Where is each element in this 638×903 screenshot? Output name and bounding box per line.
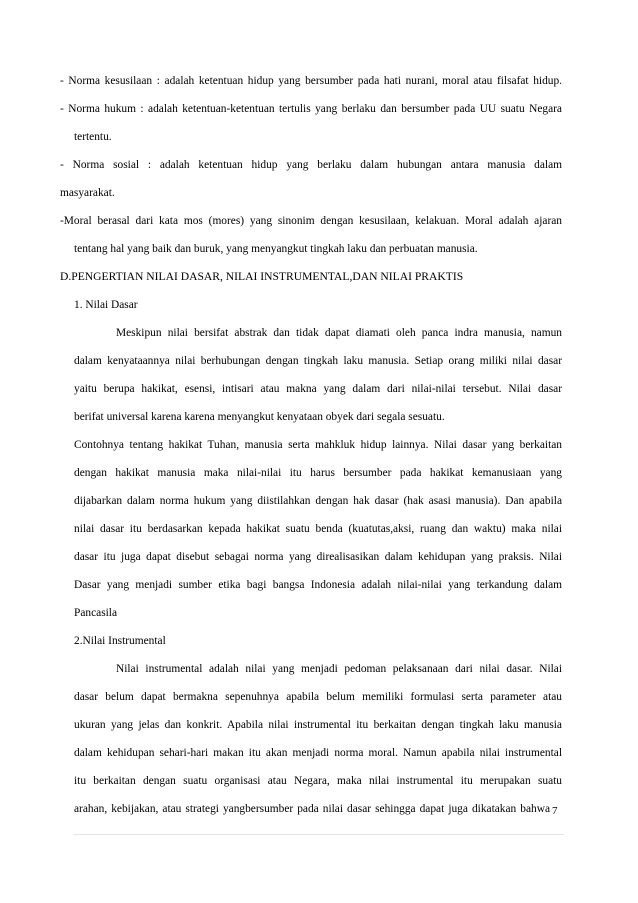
text-line: ukuran yang jelas dan konkrit. Apabila nilai instrumental itu berkaitan dengan tingkah laku manusia bbox=[74, 719, 562, 731]
text-line: tentang hal yang baik dan buruk, yang menyangkut tingkah laku dan perbuatan manusia. bbox=[74, 243, 478, 255]
text-line: dalam kehidupan sehari-hari makan itu akan menjadi norma moral. Namun apabila nilai instrumental bbox=[74, 747, 562, 759]
text-line: dijabarkan dalam norma hukum yang diistilahkan dengan hak dasar (hak asasi manusia). Dan apabila bbox=[74, 495, 562, 507]
text-line: - Norma kesusilaan : adalah ketentuan hidup yang bersumber pada hati nurani, moral atau filsafat hidup. bbox=[60, 75, 562, 87]
subsection-heading: 2.Nilai Instrumental bbox=[74, 635, 166, 647]
text-line: Meskipun nilai bersifat abstrak dan tidak dapat diamati oleh panca indra manusia, namun bbox=[116, 327, 562, 339]
text-line: masyarakat. bbox=[60, 187, 115, 199]
text-line: dasar itu juga dapat disebut sebagai norma yang direalisasikan dalam kehidupan yang praksis. Nilai bbox=[74, 551, 562, 563]
text-line: Nilai instrumental adalah nilai yang menjadi pedoman pelaksanaan dari nilai dasar. Nilai bbox=[116, 663, 562, 675]
text-line: nilai dasar itu berdasarkan kepada hakikat suatu benda (kuatutas,aksi, ruang dan waktu) maka nilai bbox=[74, 523, 562, 535]
page-number: 7 bbox=[552, 805, 558, 817]
text-line: dengan hakikat manusia maka nilai-nilai itu harus bersumber pada hakikat kemanusiaan yang bbox=[74, 467, 562, 479]
subsection-heading: 1. Nilai Dasar bbox=[74, 299, 138, 311]
text-line: berifat universal karena karena menyangkut kenyataan obyek dari segala sesuatu. bbox=[74, 411, 445, 423]
text-line: Contohnya tentang hakikat Tuhan, manusia serta mahkluk hidup lainnya. Nilai dasar yang berkaitan bbox=[74, 439, 562, 451]
text-line: tertentu. bbox=[74, 131, 112, 143]
text-line: Dasar yang menjadi sumber etika bagi bangsa Indonesia adalah nilai-nilai yang terkandung dalam bbox=[74, 579, 562, 591]
text-line: - Norma hukum : adalah ketentuan-ketentuan tertulis yang berlaku dan bersumber pada UU suatu Negara bbox=[60, 103, 562, 115]
text-line: Pancasila bbox=[74, 607, 118, 619]
text-line: dasar belum dapat bermakna sepenuhnya apabila belum memiliki formulasi serta parameter atau bbox=[74, 691, 562, 703]
text-line: itu berkaitan dengan suatu organisasi atau Negara, maka nilai instrumental itu merupakan suatu bbox=[74, 775, 562, 787]
text-line: - Norma sosial : adalah ketentuan hidup yang berlaku dalam hubungan antara manusia dalam bbox=[60, 159, 562, 171]
footer-divider bbox=[74, 834, 564, 835]
text-line: dalam kenyataannya nilai berhubungan dengan tingkah laku manusia. Setiap orang miliki nilai dasar bbox=[74, 355, 562, 367]
text-line: yaitu berupa hakikat, esensi, intisari atau makna yang dalam dari nilai-nilai tersebut. Nilai dasar bbox=[74, 383, 562, 395]
text-line: -Moral berasal dari kata mos (mores) yang sinonim dengan kesusilaan, kelakuan. Moral adalah ajaran bbox=[60, 215, 562, 227]
text-line: arahan, kebijakan, atau strategi yangbersumber pada nilai dasar sehingga dapat juga dikatakan bahwa bbox=[74, 803, 550, 815]
section-heading: D.PENGERTIAN NILAI DASAR, NILAI INSTRUMENTAL,DAN NILAI PRAKTIS bbox=[60, 270, 464, 283]
